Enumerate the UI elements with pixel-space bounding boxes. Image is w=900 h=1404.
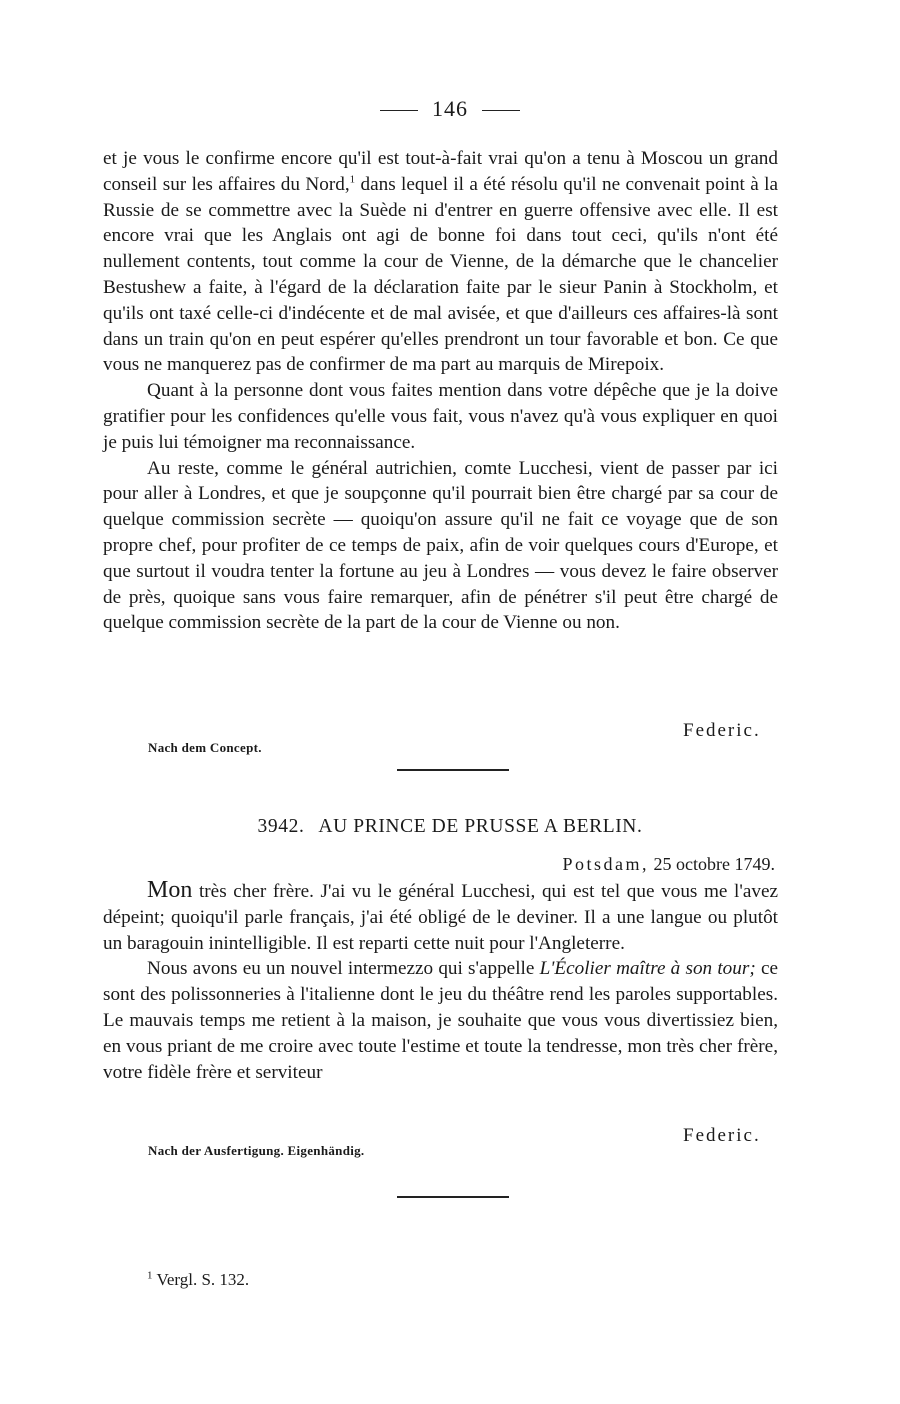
section-divider-bottom [397,1196,509,1198]
letter1-body [103,146,778,636]
letter2-signature: Federic. [683,1125,761,1146]
footnote-mark: 1 [349,173,356,186]
footnote-text: Vergl. S. 132. [152,1270,250,1289]
letter2-body [103,878,778,1085]
letter1-paragraph-2: Quant à la personne dont vous faites mention dans votre dépêche que je la doive gratifier pour les confidences qu'elle vous fait, vous n'avez qu'à vous expliquer en quoi je puis lui témoigner ma reconnaissance. [103,380,778,453]
page-number-value: 146 [432,96,468,121]
letter1-source-note: Nach dem Concept. [148,740,262,755]
letter2-heading [0,816,900,838]
letter-addressee: AU PRINCE DE PRUSSE A BERLIN. [318,816,643,837]
letter-number: 3942. [257,816,305,837]
letter-place: Potsdam, [562,854,650,874]
letter2-paragraph-2: Nous avons eu un nouvel intermezzo qui s'appelle L'Écolier maître à son tour; ce sont des polissonneries à l'italienne dont le jeu du théâtre rend les paroles supportables. Le mauvais temps me retient à la maison, je souhaite que vous vous divertissiez bien, en vous priant de me croire avec toute l'estime et toute la tendresse, mon très cher frère, votre fidèle frère et serviteur [103,958,778,1083]
footnote [147,1270,249,1290]
page-number-dash-right [482,110,520,111]
letter-date: 25 octobre 1749. [653,854,775,874]
play-title: L'Écolier maître à son tour; [539,958,756,980]
letter1-paragraph-3: Au reste, comme le général autrichien, comte Lucchesi, vient de passer par ici pour aller à Londres, et que je soupçonne qu'il pourrait bien être chargé par sa cour de quelque commission secrète — quoiqu'on assure qu'il ne fait ce voyage que de son propre chef, pour profiter de ce temps de paix, afin de voir quelques cours d'Europe, et que surtout il voudra tenter la fortune au jeu à Londres — vous devez le faire observer de près, quoique sans vous faire remarquer, afin de pénétrer s'il peut être chargé de quelque commission secrète de la part de la cour de Vienne ou non. [103,457,778,634]
letter1-paragraph-1: et je vous le confirme encore qu'il est tout-à-fait vrai qu'on a tenu à Moscou un grand conseil sur les affaires du Nord,$^1$ dans lequel il a été résolu qu'il ne convenait point à la Russie de se commettre avec la Suède ni d'entrer en guerre offensive avec elle. Il est encore vrai que les Anglais ont agi de bonne foi dans tout ceci, qu'ils n'ont été nullement contents, tout comme la cour de Vienne, de la démarche que le chancelier Bestushew a faite, à l'égard de la déclaration faite par le sieur Panin à Stockholm, et qu'ils ont taxé celle-ci d'indécente et de mal avisée, et que d'ailleurs ces affaires-là sont dans un train qu'on en peut espérer qu'elles prendront un tour favorable et bon. Ce que vous ne manquerez pas de confirmer de ma part au marquis de Mirepoix. [103,148,779,376]
opening-word: Mon [147,877,193,903]
letter1-signature: Federic. [683,720,761,741]
page-number-dash-left [380,110,418,111]
footnote-number: 1 [147,1269,153,1282]
section-divider [397,769,509,771]
place-date [563,854,776,875]
letter2-paragraph-1: Mon très cher frère. J'ai vu le général Lucchesi, qui est tel que vous me l'avez dépeint; quoiqu'il parle français, j'ai été obligé de le deviner. Il a une langue ou plutôt un baragouin inintelligible. Il est reparti cette nuit pour l'Angleterre. [103,877,778,954]
letter2-source-note: Nach der Ausfertigung. Eigenhändig. [148,1143,365,1158]
page-number [0,96,900,122]
